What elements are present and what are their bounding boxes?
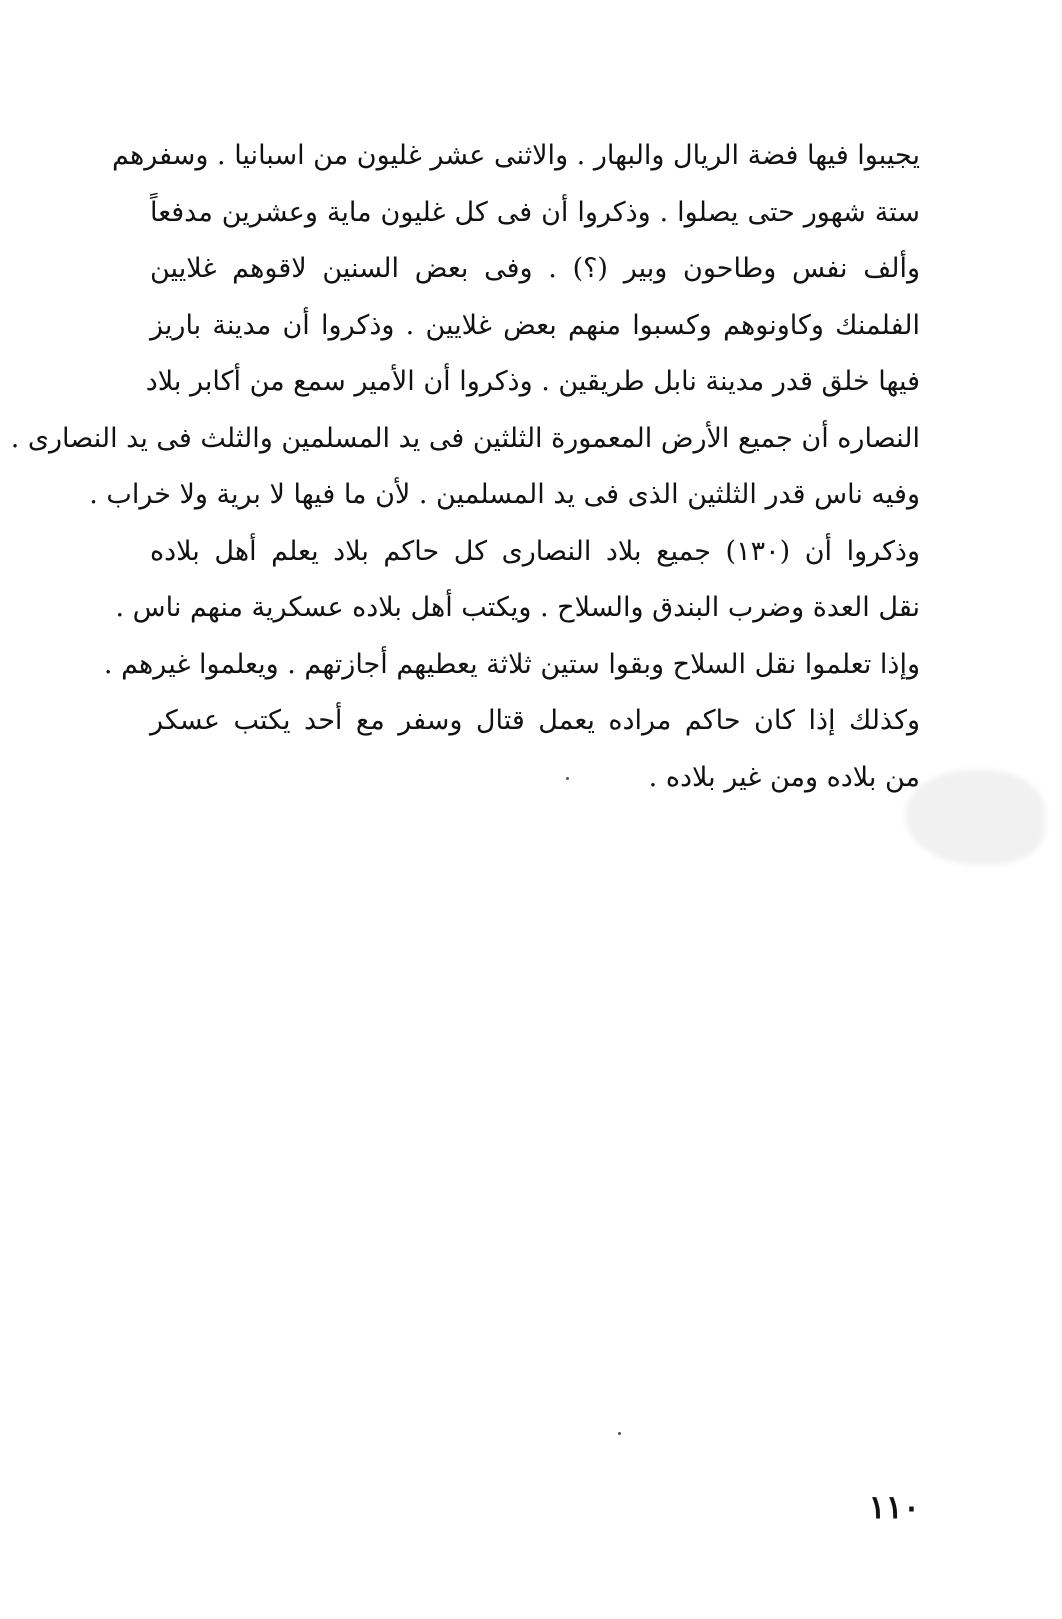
text-line: وألف نفس وطاحون وبير (؟) . وفى بعض السنين لاقوهم غلايين bbox=[150, 253, 920, 284]
text-line: وفيه ناس قدر الثلثين الذى فى يد المسلمين . لأن ما فيها لا برية ولا خراب . bbox=[89, 479, 920, 510]
scan-speck bbox=[566, 777, 569, 780]
text-line: النصاره أن جميع الأرض المعمورة الثلثين فى يد المسلمين والثلث فى يد النصارى . bbox=[10, 422, 920, 454]
text-line: من بلاده ومن غير بلاده . bbox=[648, 761, 920, 793]
text-line: نقل العدة وضرب البندق والسلاح . ويكتب أهل بلاده عسكرية منهم ناس . bbox=[115, 592, 920, 623]
text-line: الفلمنك وكاونوهم وكسبوا منهم بعض غلايين . وذكروا أن مدينة باريز bbox=[150, 309, 920, 341]
text-line: وكذلك إذا كان حاكم مراده يعمل قتال وسفر مع أحد يكتب عسكر bbox=[150, 705, 920, 736]
text-line: ستة شهور حتى يصلوا . وذكروا أن فى كل غليون ماية وعشرين مدفعاً bbox=[150, 196, 920, 228]
text-line: وإذا تعلموا نقل السلاح وبقوا ستين ثلاثة يعطيهم أجازتهم . ويعلموا غيرهم . bbox=[103, 648, 920, 680]
body-text bbox=[10, 128, 920, 806]
text-line: يجيبوا فيها فضة الريال والبهار . والاثنى عشر غليون من اسبانيا . وسفرهم bbox=[112, 140, 920, 171]
scan-speck bbox=[618, 1432, 621, 1435]
page-number: ١١٠ bbox=[868, 1488, 920, 1526]
text-line: فيها خلق قدر مدينة نابل طريقين . وذكروا أن الأمير سمع من أكابر بلاد bbox=[145, 366, 920, 397]
scan-smudge bbox=[905, 770, 1045, 865]
text-line: وذكروا أن (١٣٠) جميع بلاد النصارى كل حاكم بلاد يعلم أهل بلاده bbox=[150, 535, 920, 567]
